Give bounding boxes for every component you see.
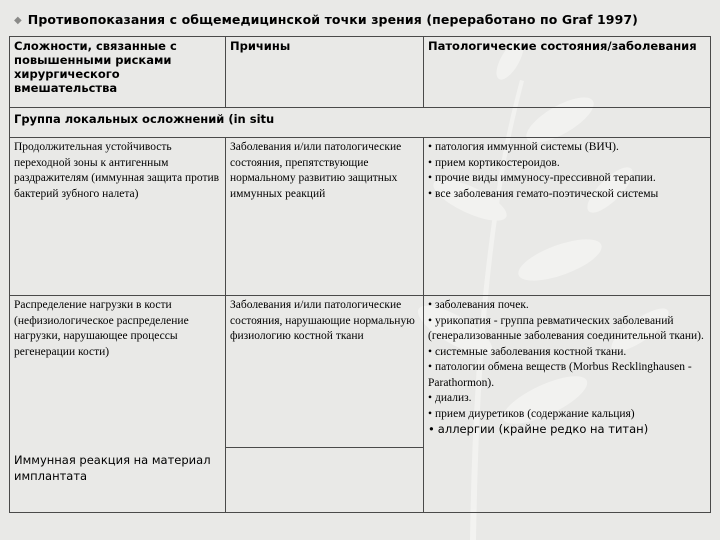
list-item: • урикопатия - группа ревматических заболеваний (генерализованные заболевания соединительной ткани). — [428, 314, 704, 342]
row1-conditions — [424, 138, 711, 296]
group-label: Группа локальных осложнений (in situ — [10, 108, 711, 138]
bullet-icon: • — [428, 345, 433, 358]
bullet-icon: • — [428, 422, 435, 436]
list-item: • патологии обмена веществ (Morbus Recklinghausen -Parathormon). — [428, 361, 692, 389]
list-item: • прочие виды иммуносу-прессивной терапии. — [428, 172, 656, 184]
bullet-icon: • — [428, 299, 433, 311]
group-row — [10, 108, 711, 138]
table-row — [10, 138, 711, 296]
bullet-icon: • — [428, 392, 433, 404]
slide-title — [14, 12, 714, 27]
bullet-icon: • — [428, 314, 433, 327]
list-item: • аллергии (крайне редко на титан) — [428, 422, 649, 436]
contraindications-table — [9, 36, 711, 513]
row1-cause: Заболевания и/или патологические состояния, препятствующие нормальному развитию защитных иммунных реакций — [226, 138, 424, 296]
list-item: • диализ. — [428, 392, 472, 404]
bullet-icon: • — [428, 361, 433, 373]
row2-cause: Заболевания и/или патологические состояния, нарушающие нормальную физиологию костной ткани — [226, 296, 424, 448]
bullet-icon: • — [428, 407, 433, 420]
table-header-row — [10, 37, 711, 108]
bullet-icon: • — [428, 187, 433, 200]
bullet-icon: • — [428, 172, 433, 184]
header-conditions: Патологические состояния/заболевания — [424, 37, 711, 108]
diamond-bullet-icon: ◆ — [14, 15, 22, 26]
bullet-icon: • — [428, 141, 433, 153]
header-complications: Сложности, связанные с повышенными рисками хирургического вмешательства — [10, 37, 226, 108]
list-item: • прием кортикостероидов. — [428, 156, 560, 169]
list-item: • патология иммунной системы (ВИЧ). — [428, 141, 619, 153]
bullet-icon: • — [428, 156, 433, 169]
list-item: • заболевания почек. — [428, 299, 529, 311]
row3-complication: Иммунная реакция на материал имплантата — [10, 448, 226, 513]
header-causes: Причины — [226, 37, 424, 108]
list-item: • системные заболевания костной ткани. — [428, 345, 627, 358]
table-row — [10, 296, 711, 448]
row1-complication: Продолжительная устойчивость переходной зоны к антигенным раздражителям (иммунная защита против бактерий зубного налета) — [10, 138, 226, 296]
row3-cause — [226, 448, 424, 513]
row2-complication: Распределение нагрузки в кости (нефизиологическое распределение нагрузки, нарушающее процессы регенерации кости) — [10, 296, 226, 448]
list-item: • прием диуретиков (содержание кальция) — [428, 407, 635, 420]
slide-title-text: Противопоказания с общемедицинской точки зрения (переработано по Graf 1997) — [27, 12, 638, 27]
list-item: • все заболевания гемато-поэтической системы — [428, 187, 659, 200]
row2-conditions — [424, 296, 711, 513]
